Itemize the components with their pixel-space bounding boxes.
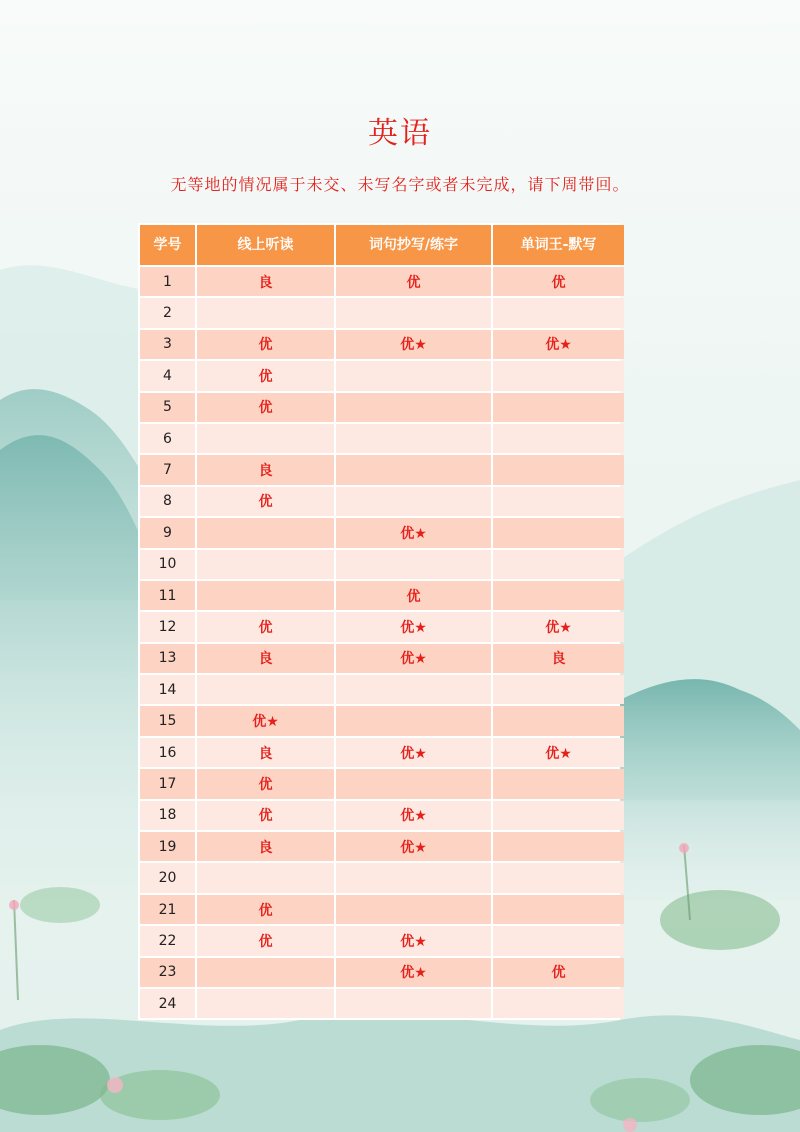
dictation-cell	[493, 361, 624, 390]
online-listening-cell: 良	[197, 455, 334, 484]
online-listening-cell: 优	[197, 393, 334, 422]
table-row	[140, 989, 624, 1018]
online-listening-cell: 优	[197, 330, 334, 359]
copy-writing-cell: 优★	[336, 738, 491, 767]
copy-writing-cell: 优★	[336, 801, 491, 830]
student-number-cell: 4	[140, 361, 195, 390]
table-row	[140, 738, 624, 767]
copy-writing-cell: 优	[336, 581, 491, 610]
dictation-cell: 优★	[493, 738, 624, 767]
online-listening-cell: 优★	[197, 706, 334, 735]
copy-writing-cell: 优★	[336, 518, 491, 547]
table-row	[140, 518, 624, 547]
copy-writing-cell	[336, 706, 491, 735]
header-copy-writing: 词句抄写/练字	[336, 225, 491, 265]
page-title: 英语	[368, 116, 432, 151]
online-listening-cell	[197, 298, 334, 327]
dictation-cell	[493, 989, 624, 1018]
table-row	[140, 612, 624, 641]
student-number-cell: 20	[140, 863, 195, 892]
student-number-cell: 6	[140, 424, 195, 453]
dictation-cell	[493, 675, 624, 704]
table-row	[140, 895, 624, 924]
dictation-cell	[493, 487, 624, 516]
table-row	[140, 393, 624, 422]
dictation-cell	[493, 393, 624, 422]
student-number-cell: 10	[140, 550, 195, 579]
copy-writing-cell: 优★	[336, 926, 491, 955]
online-listening-cell	[197, 958, 334, 987]
table-row	[140, 455, 624, 484]
table-row	[140, 801, 624, 830]
online-listening-cell: 优	[197, 612, 334, 641]
online-listening-cell: 良	[197, 267, 334, 296]
dictation-cell	[493, 518, 624, 547]
table-row	[140, 675, 624, 704]
copy-writing-cell	[336, 769, 491, 798]
copy-writing-cell	[336, 863, 491, 892]
table-row	[140, 298, 624, 327]
online-listening-cell: 良	[197, 644, 334, 673]
online-listening-cell: 优	[197, 926, 334, 955]
copy-writing-cell: 优★	[336, 612, 491, 641]
online-listening-cell	[197, 863, 334, 892]
online-listening-cell: 优	[197, 895, 334, 924]
table-row	[140, 550, 624, 579]
online-listening-cell	[197, 581, 334, 610]
online-listening-cell	[197, 675, 334, 704]
student-number-cell: 21	[140, 895, 195, 924]
dictation-cell	[493, 895, 624, 924]
dictation-cell	[493, 926, 624, 955]
dictation-cell	[493, 769, 624, 798]
page-subtitle: 无等地的情况属于未交、未写名字或者未完成，请下周带回。	[170, 175, 630, 194]
dictation-cell	[493, 298, 624, 327]
student-number-cell: 9	[140, 518, 195, 547]
online-listening-cell	[197, 550, 334, 579]
dictation-cell	[493, 424, 624, 453]
copy-writing-cell	[336, 895, 491, 924]
header-online-listening: 线上听读	[197, 225, 334, 265]
dictation-cell	[493, 801, 624, 830]
table-row	[140, 581, 624, 610]
dictation-cell: 优	[493, 958, 624, 987]
student-number-cell: 13	[140, 644, 195, 673]
copy-writing-cell	[336, 298, 491, 327]
copy-writing-cell: 优	[336, 267, 491, 296]
copy-writing-cell	[336, 455, 491, 484]
header-student-number: 学号	[140, 225, 195, 265]
copy-writing-cell: 优★	[336, 644, 491, 673]
student-number-cell: 15	[140, 706, 195, 735]
online-listening-cell: 优	[197, 801, 334, 830]
table-row	[140, 267, 624, 296]
dictation-cell	[493, 706, 624, 735]
grades-table-container	[138, 223, 620, 1020]
grades-table	[138, 223, 626, 1020]
copy-writing-cell	[336, 487, 491, 516]
online-listening-cell: 优	[197, 361, 334, 390]
dictation-cell: 优★	[493, 612, 624, 641]
online-listening-cell	[197, 424, 334, 453]
student-number-cell: 11	[140, 581, 195, 610]
student-number-cell: 3	[140, 330, 195, 359]
student-number-cell: 2	[140, 298, 195, 327]
copy-writing-cell	[336, 361, 491, 390]
student-number-cell: 24	[140, 989, 195, 1018]
table-row	[140, 706, 624, 735]
online-listening-cell: 优	[197, 487, 334, 516]
student-number-cell: 5	[140, 393, 195, 422]
copy-writing-cell	[336, 550, 491, 579]
copy-writing-cell	[336, 424, 491, 453]
dictation-cell: 良	[493, 644, 624, 673]
table-row	[140, 832, 624, 861]
copy-writing-cell: 优★	[336, 832, 491, 861]
header-dictation: 单词王-默写	[493, 225, 624, 265]
table-row	[140, 863, 624, 892]
table-row	[140, 361, 624, 390]
table-row	[140, 958, 624, 987]
copy-writing-cell	[336, 675, 491, 704]
copy-writing-cell	[336, 393, 491, 422]
online-listening-cell	[197, 989, 334, 1018]
copy-writing-cell: 优★	[336, 958, 491, 987]
student-number-cell: 12	[140, 612, 195, 641]
student-number-cell: 8	[140, 487, 195, 516]
online-listening-cell: 优	[197, 769, 334, 798]
copy-writing-cell: 优★	[336, 330, 491, 359]
table-row	[140, 926, 624, 955]
copy-writing-cell	[336, 989, 491, 1018]
student-number-cell: 14	[140, 675, 195, 704]
table-header-row	[140, 225, 624, 265]
online-listening-cell	[197, 518, 334, 547]
student-number-cell: 23	[140, 958, 195, 987]
online-listening-cell: 良	[197, 738, 334, 767]
dictation-cell	[493, 550, 624, 579]
dictation-cell: 优	[493, 267, 624, 296]
dictation-cell	[493, 455, 624, 484]
dictation-cell: 优★	[493, 330, 624, 359]
dictation-cell	[493, 863, 624, 892]
student-number-cell: 17	[140, 769, 195, 798]
table-row	[140, 487, 624, 516]
dictation-cell	[493, 581, 624, 610]
student-number-cell: 7	[140, 455, 195, 484]
student-number-cell: 1	[140, 267, 195, 296]
table-body	[140, 267, 624, 1018]
student-number-cell: 16	[140, 738, 195, 767]
table-row	[140, 769, 624, 798]
table-row	[140, 424, 624, 453]
online-listening-cell: 良	[197, 832, 334, 861]
student-number-cell: 22	[140, 926, 195, 955]
table-row	[140, 330, 624, 359]
student-number-cell: 18	[140, 801, 195, 830]
student-number-cell: 19	[140, 832, 195, 861]
dictation-cell	[493, 832, 624, 861]
table-row	[140, 644, 624, 673]
